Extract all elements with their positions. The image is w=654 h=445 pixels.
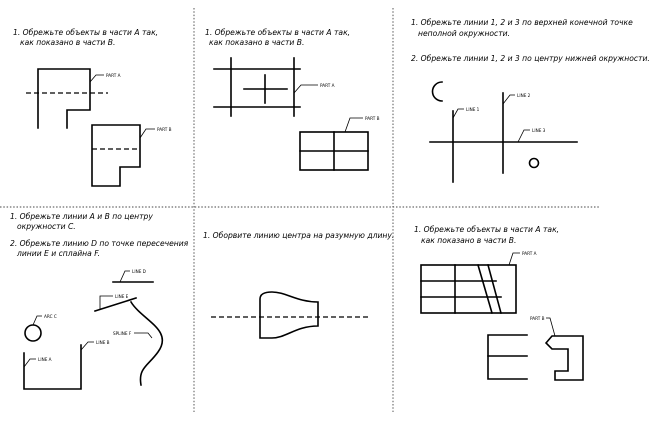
panel-3-instruction-line-2: неполной окружности.	[418, 29, 511, 38]
line-e	[95, 298, 136, 311]
panel-4-instruction-line-1: 1. Обрежьте линии A и B по центру	[10, 212, 153, 221]
panel-2-instruction-line-1: 1. Обрежьте объекты в части A так,	[205, 28, 351, 37]
part-a-frame	[421, 265, 516, 313]
panel-4-instruction-line-2: окружности C.	[17, 222, 76, 231]
arc-c-label: ARC C	[44, 314, 57, 319]
part-b-outline	[92, 125, 140, 186]
panel-6-instruction-line-2: как показано в части B.	[421, 236, 517, 245]
line-b-leader	[81, 342, 94, 350]
line-a-label: LINE A	[38, 357, 52, 362]
part-b-label: PART B	[157, 127, 172, 132]
lines-a-b-outline	[24, 345, 81, 389]
panel-1-part-b-drawing	[92, 125, 172, 186]
panel-3-instruction-line-1: 1. Обрежьте линии 1, 2 и 3 по верхней конечной точке	[411, 18, 633, 27]
line-1-label: LINE 1	[466, 107, 480, 112]
line-1-leader	[453, 109, 464, 118]
part-b-label: PART B	[365, 116, 380, 121]
line-d-leader	[120, 271, 130, 282]
line-b-label: LINE B	[96, 340, 110, 345]
part-b-bracket-shape	[546, 336, 583, 380]
part-a-leader	[294, 85, 318, 93]
arc-c	[25, 325, 41, 341]
panel-3-instruction-line-3: 2. Обрежьте линии 1, 2 и 3 по центру нижней окружности.	[411, 54, 650, 63]
panel-6-part-a-drawing	[421, 251, 537, 313]
line-e-label: LINE E	[115, 294, 129, 299]
panel-2-part-b-drawing	[300, 116, 380, 170]
panel-5	[203, 231, 394, 338]
line-a-leader	[24, 359, 36, 367]
line-3-label: LINE 3	[532, 128, 546, 133]
panel-6-instruction-line-1: 1. Обрежьте объекты в части A так,	[414, 225, 560, 234]
panel-2-instruction-line-2: как показано в части B.	[209, 38, 305, 47]
part-a-outline	[38, 69, 90, 128]
panel-4	[10, 212, 189, 389]
spline-f	[131, 302, 162, 385]
panel-5-instruction-line-1: 1. Оборвите линию центра на разумную длину.	[203, 231, 395, 240]
small-circle	[530, 159, 539, 168]
part-a-label: PART A	[522, 251, 537, 256]
part-b-label: PART B	[530, 316, 545, 321]
part-b-leader	[345, 118, 363, 132]
part-a-label: PART A	[106, 73, 121, 78]
panel-1-part-a-drawing	[26, 69, 121, 128]
panel-4-drawing	[24, 269, 162, 389]
panel-6	[414, 225, 583, 380]
panel-2	[205, 28, 380, 170]
part-b-leader	[140, 129, 155, 138]
line-2-leader	[503, 95, 515, 104]
panel-5-drawing	[211, 292, 371, 338]
vase-profile	[260, 292, 318, 338]
line-d-label: LINE D	[132, 269, 146, 274]
part-a-label: PART A	[320, 83, 335, 88]
panel-2-part-a-drawing	[214, 58, 335, 116]
part-a-leader	[509, 253, 520, 265]
panel-4-instruction-line-3: 2. Обрежьте линию D по точке пересечения	[10, 239, 189, 248]
panel-6-part-b-drawing	[488, 316, 583, 380]
line-3-leader	[518, 130, 530, 142]
panel-1	[13, 28, 172, 186]
part-b-leader	[546, 318, 555, 336]
line-2-label: LINE 2	[517, 93, 531, 98]
panel-1-instruction-line-1: 1. Обрежьте объекты в части A так,	[13, 28, 159, 37]
partial-circle	[433, 82, 442, 101]
spline-f-label: SPLINE F	[113, 331, 132, 336]
part-b-e-shape	[488, 335, 527, 379]
part-a-leader	[90, 75, 104, 82]
arc-c-leader	[33, 316, 42, 325]
panel-4-instruction-line-4: линии E и сплайна F.	[17, 249, 101, 258]
spline-f-leader	[134, 333, 152, 338]
panel-3	[411, 18, 650, 182]
panel-1-instruction-line-2: как показано в части B.	[20, 38, 116, 47]
panel-3-drawing	[430, 82, 577, 182]
